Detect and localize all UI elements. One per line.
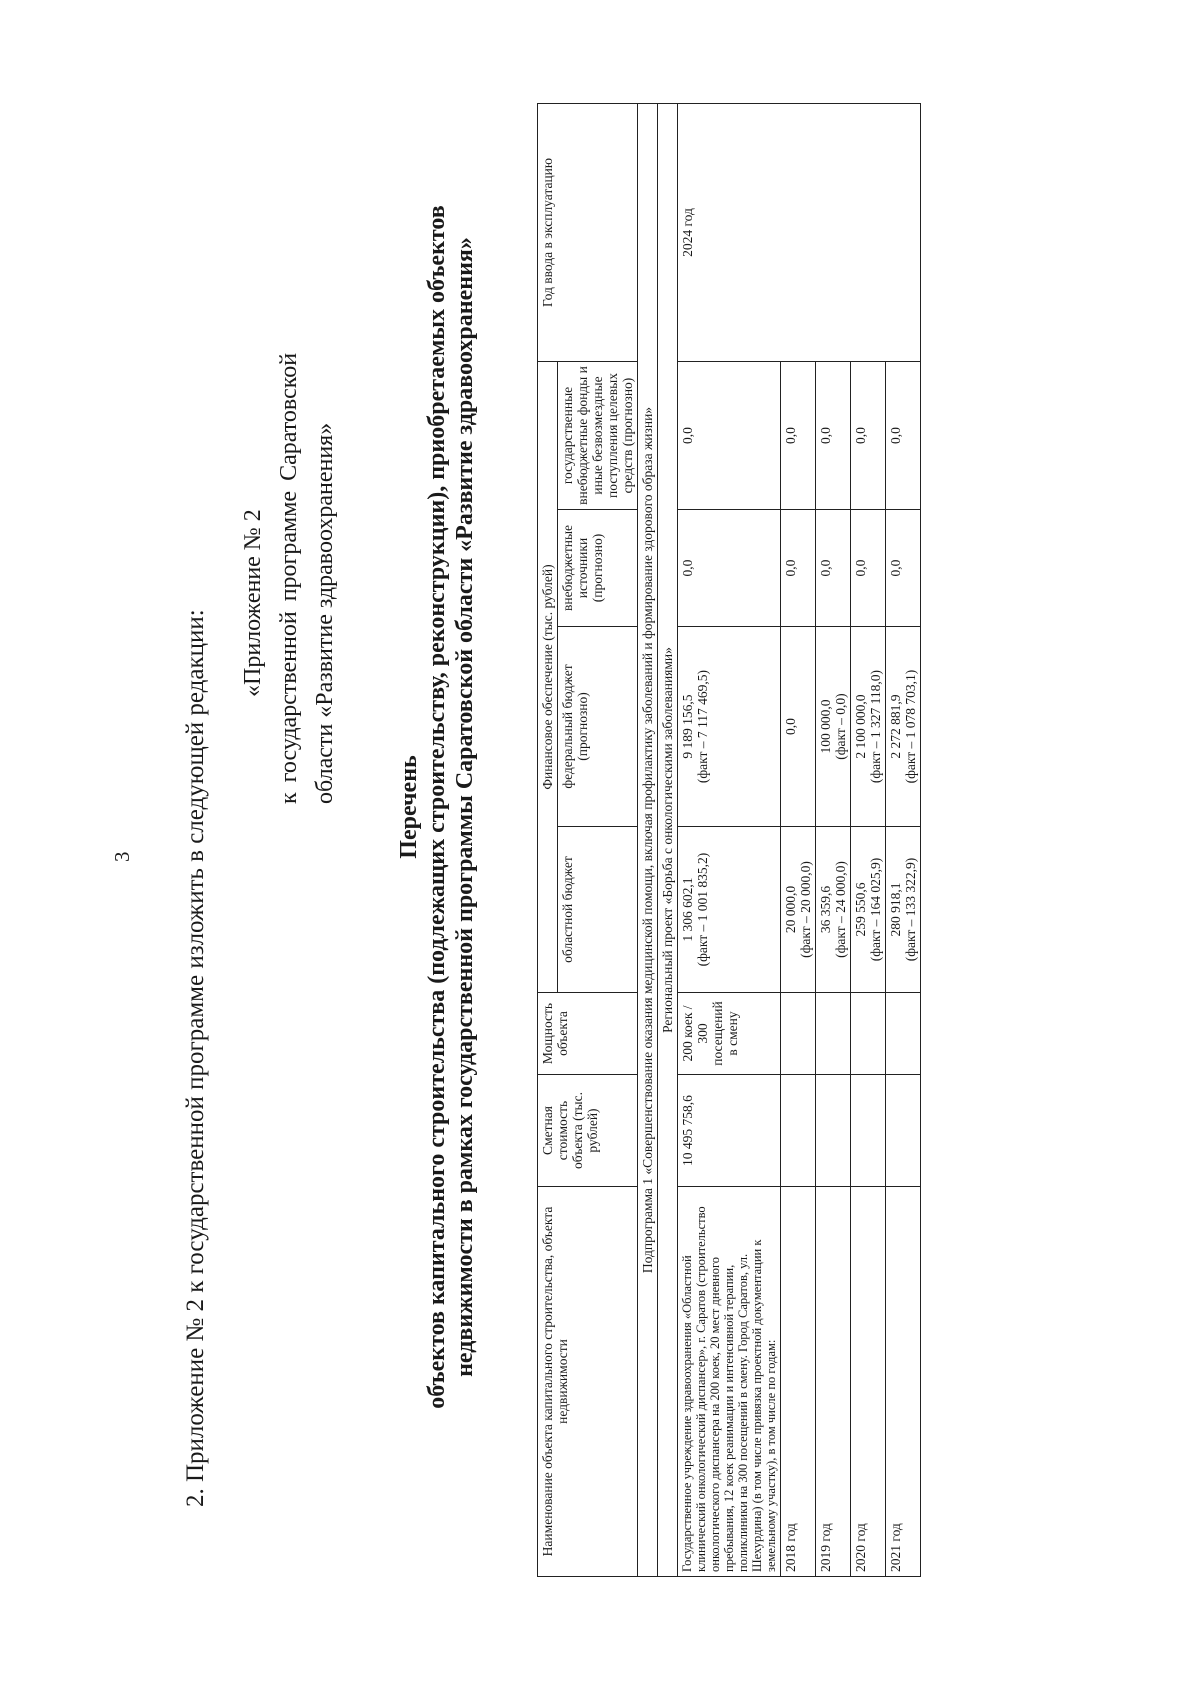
empty-cell xyxy=(816,993,851,1075)
federal-value: 0,0 xyxy=(783,718,798,735)
object-regional xyxy=(678,827,781,993)
regional-fact: (факт – 24 000,0) xyxy=(833,861,848,958)
document-heading xyxy=(395,77,479,1537)
regional-value: 20 000,0 xyxy=(783,885,798,934)
federal-value: 2 272 881,9 xyxy=(888,694,903,759)
table-row xyxy=(678,104,781,1577)
federal-fact: (факт – 1 327 118,0) xyxy=(868,669,883,784)
year-state-funds: 0,0 xyxy=(886,362,921,510)
header-capacity: Мощность объекта xyxy=(538,993,638,1075)
year-regional xyxy=(781,827,816,993)
year-federal xyxy=(781,627,816,827)
page-number: 3 xyxy=(110,851,134,862)
object-extrabudget: 0,0 xyxy=(678,510,781,627)
objects-table xyxy=(537,103,921,1577)
appendix-title: «Приложение № 2 xyxy=(240,509,266,697)
header-cost: Сметная стоимость объекта (тыс. рублей) xyxy=(538,1075,638,1187)
empty-cell xyxy=(851,1075,886,1187)
header-extrabudget: внебюджетные источники (прогнозно) xyxy=(558,510,638,627)
empty-cell xyxy=(851,993,886,1075)
header-state-funds: государственные внебюджетные фонды и иные безвозмездные поступления целевых средств (прогнозно) xyxy=(558,362,638,510)
subprogram-row: Подпрограмма 1 «Совершенствование оказания медицинской помощи, включая профилактику заболеваний и формирование здорового образа жизни» xyxy=(638,104,658,1577)
header-federal: федеральный бюджет (прогнозно) xyxy=(558,627,638,827)
year-federal xyxy=(816,627,851,827)
federal-value: 9 189 156,5 xyxy=(680,694,695,759)
regional-value: 259 550,6 xyxy=(853,882,868,937)
empty-cell xyxy=(781,993,816,1075)
empty-cell xyxy=(781,1075,816,1187)
regional-fact: (факт – 20 000,0) xyxy=(798,861,813,958)
year-extrabudget: 0,0 xyxy=(781,510,816,627)
federal-fact: (факт – 7 117 469,5) xyxy=(695,669,710,784)
regional-fact: (факт – 164 025,9) xyxy=(868,857,883,962)
appendix-line2: к государственной программе Саратовской xyxy=(276,352,302,804)
heading-line1: объектов капитального строительства (подлежащих строительству, реконструкции), приобретаемых объектов xyxy=(424,205,450,1409)
empty-cell xyxy=(886,1075,921,1187)
year-label: 2021 год xyxy=(886,1187,921,1577)
year-label: 2020 год xyxy=(851,1187,886,1577)
header-name: Наименование объекта капитального строительства, объекта недвижимости xyxy=(538,1187,638,1577)
header-financing: Финансовое обеспечение (тыс. рублей) xyxy=(538,362,558,993)
empty-cell xyxy=(886,993,921,1075)
year-regional xyxy=(886,827,921,993)
federal-fact: (факт – 0,0) xyxy=(833,693,848,760)
year-federal xyxy=(851,627,886,827)
federal-fact: (факт – 1 078 703,1) xyxy=(903,669,918,784)
year-state-funds: 0,0 xyxy=(781,362,816,510)
federal-value: 2 100 000,0 xyxy=(853,694,868,759)
year-regional xyxy=(851,827,886,993)
regional-value: 1 306 602,1 xyxy=(680,877,695,942)
object-name: Государственное учреждение здравоохранения «Областной клинический онкологический диспансер», г. Саратов (строительство онкологического диспансера на 200 коек, 20 мест дневного пребывания, 12 коек реанимации и интенсивной терапии, поликлиники на 300 посещений в смену. Город Саратов, ул. Шехурдина) (в том числе привязка проектной документации к земельному участку), в том числе по годам: xyxy=(678,1187,781,1577)
regional-fact: (факт – 1 001 835,2) xyxy=(695,852,710,967)
empty-cell xyxy=(816,1075,851,1187)
regional-fact: (факт – 133 322,9) xyxy=(903,857,918,962)
object-year: 2024 год xyxy=(678,104,921,362)
year-regional xyxy=(816,827,851,993)
object-federal xyxy=(678,627,781,827)
year-state-funds: 0,0 xyxy=(816,362,851,510)
year-extrabudget: 0,0 xyxy=(816,510,851,627)
year-state-funds: 0,0 xyxy=(851,362,886,510)
appendix-line3: области «Развитие здравоохранения» xyxy=(312,422,338,804)
heading-line2: недвижимости в рамках государственной программы Саратовской области «Развитие здравоохранения» xyxy=(452,237,478,1377)
heading-title: Перечень xyxy=(396,755,422,859)
year-extrabudget: 0,0 xyxy=(886,510,921,627)
header-regional: областной бюджет xyxy=(558,827,638,993)
project-row: Региональный проект «Борьба с онкологическими заболеваниями» xyxy=(658,104,678,1577)
object-state-funds: 0,0 xyxy=(678,362,781,510)
object-capacity: 200 коек / 300 посещений в смену xyxy=(678,993,781,1075)
year-label: 2018 год xyxy=(781,1187,816,1577)
year-extrabudget: 0,0 xyxy=(851,510,886,627)
regional-value: 36 359,6 xyxy=(818,885,833,934)
year-label: 2019 год xyxy=(816,1187,851,1577)
intro-text: 2. Приложение № 2 к государственной программе изложить в следующей редакции: xyxy=(182,609,209,1507)
year-federal xyxy=(886,627,921,827)
header-year: Год ввода в эксплуатацию xyxy=(538,104,638,362)
object-cost: 10 495 758,6 xyxy=(678,1075,781,1187)
regional-value: 280 918,1 xyxy=(888,882,903,937)
federal-value: 100 000,0 xyxy=(818,699,833,754)
